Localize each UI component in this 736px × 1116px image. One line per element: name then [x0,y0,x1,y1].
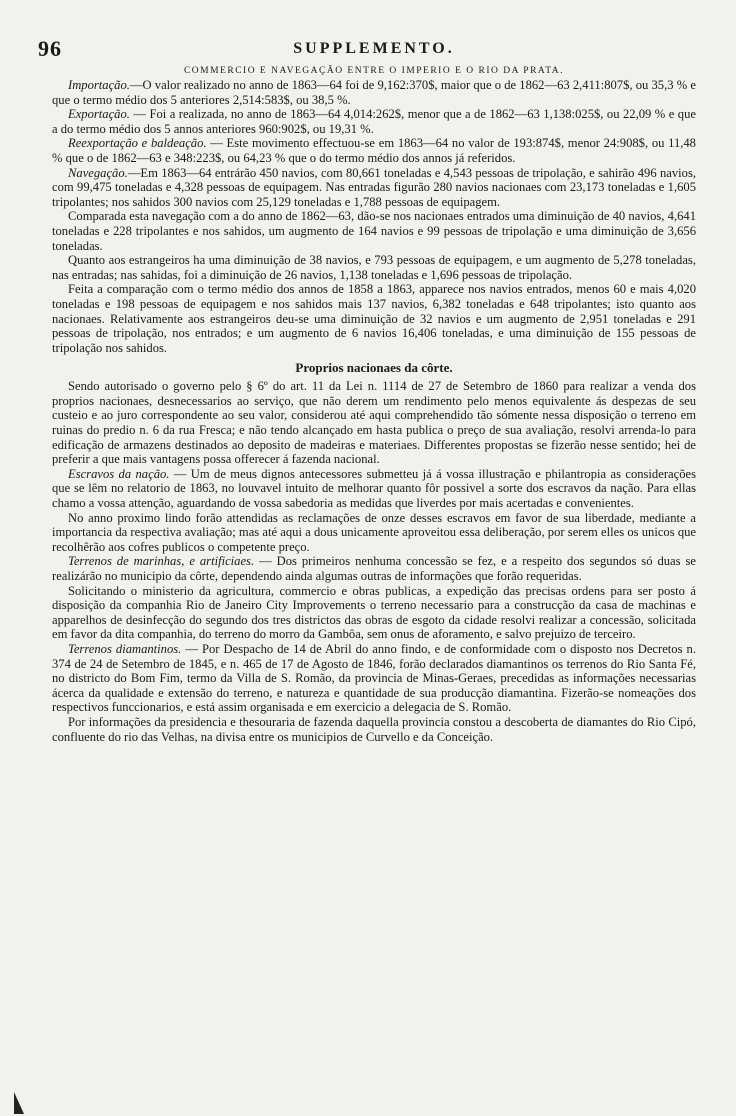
paragraph [52,78,696,107]
paragraph [52,511,696,555]
paragraph [52,379,696,467]
paragraph-text: Feita a comparação com o termo médio dos annos de 1858 a 1863, apparece nos navios entrados, menos 60 e mais 4,020 toneladas e 198 pessoas de equipagem e nos sahidos mais 137 navios, 6,382 toneladas e 648 tripolantes; isto quanto aos nacionaes. Relativamente aos estrangeiros deu-se uma diminuição de 32 navios e um augmento de 2,951 toneladas e 291 pessoas de tripolação, nos entrados; e um augmento de 6 navios 16,406 toneladas, e uma diminuição de 155 pessoas de tripolação nos sahidos. [52,282,696,355]
paragraph-text: Comparada esta navegação com a do anno de 1862—63, dão-se nos nacionaes entrados uma diminuição de 40 navios, 4,641 toneladas e 228 tripolantes e nos sahidos, um augmento de 164 navios e 99 pessoas de tripolação e uma diminuição de 3,656 toneladas. [52,209,696,253]
paragraph-text: —O valor realizado no anno de 1863—64 foi de 9,162:370$, maior que o de 1862—63 2,411:807$, ou 35,3 % e que o termo médio dos 5 anteriores 2,514:583$, ou 38,5 %. [52,78,696,107]
section-heading-proprios: Proprios nacionaes da côrte. [295,360,453,376]
paragraph [52,584,696,642]
running-head [38,36,696,62]
paragraph-lead: Terrenos diamantinos. [68,641,182,656]
paragraph-text: — Um de meus dignos antecessores submetteu já á vossa illustração e philantropia as considerações que se lêm no relatorio de 1863, no louvavel intuito de melhorar quanto fôr possivel a sorte dos escravos da nação. Para ellas chamo a vossa attenção, aguardando de vossa sabedoria as medidas que liverdes por mais acertadas e convenientes. [52,466,696,511]
section-heading-commerce: COMMERCIO E NAVEGAÇÃO ENTRE O IMPERIO E O RIO DA PRATA. [183,66,565,76]
paragraph-text: — Foi a realizada, no anno de 1863—64 4,014:262$, menor que a de 1862—63 1,138:025$, ou 22,09 % e que a do termo médio dos 5 annos anteriores 960:902$, ou 19,31 %. [52,107,696,136]
paragraph-text: — Dos primeiros nenhuma concessão se fez, e a respeito dos segundos só duas se realizárão no municipio da côrte, dependendo ainda algumas outras de informações que forão requeridas. [52,554,696,583]
paragraph [52,166,696,210]
paragraph [52,554,696,583]
page-number: 96 [38,36,62,61]
paragraph [52,107,696,136]
paragraph-text: No anno proximo lindo forão attendidas as reclamações de onze desses escravos em favor de sua liberdade, mediante a importancia da respectiva avaliação; mas até aqui a dous unicamente aproveitou essa deliberação, por serem elles os unicos que recolhêrão aos cofres publicos o competente preço. [52,510,696,554]
paragraph-text: Quanto aos estrangeiros ha uma diminuição de 38 navios, e 793 pessoas de equipagem, e um augmento de 5,278 toneladas, nas entradas; nas sahidas, foi a diminuição de 26 navios, 1,138 toneladas e 1,696 pessoas de tripolação. [52,253,696,282]
paragraph-lead: Escravos da nação. [68,466,170,481]
paragraph-text: —Em 1863—64 entrárão 450 navios, com 80,661 toneladas e 4,543 pessoas de tripolação, e sahirão 496 navios, com 99,475 toneladas e 4,328 pessoas de equipagem. Nas entradas figurão 280 navios nacionaes com 23,173 toneladas e 1,605 tripolantes; nos sahidos 300 navios com 25,129 toneladas e 1,788 pessoas de equipagem. [52,165,696,209]
corner-mark [14,1092,24,1114]
paragraph-lead: Importação. [68,78,130,92]
section-proprios-body [52,379,696,744]
paragraph [52,136,696,165]
paragraph-text: — Por Despacho de 14 de Abril do anno findo, e de conformidade com o disposto nos Decretos n. 374 de 24 de Setembro de 1845, e n. 465 de 17 de Agosto de 1846, forão declarados diamantinos os terrenos do Rio Santa Fé, no districto do Bom Fim, termo da Villa de S. Romão, da provincia de Minas-Geraes, precedidas as informações necessarias ácerca da qualidade e extensão do terreno, e natureza e quantidade de sua producção diamantina. Fizerão-se nomeações dos respectivos funccionarios, e está assim organisada e em exercicio a delegacia de S. Romão. [52,641,696,715]
page-title: SUPPLEMENTO. [293,40,455,57]
paragraph [52,467,696,511]
paragraph [52,282,696,355]
paragraph [52,209,696,253]
paragraph-text: Solicitando o ministerio da agricultura, commercio e obras publicas, a expedição das precisas ordens para ser posto á disposição da companhia Rio de Janeiro City Improvements o terreno necessario para a construcção da casa de machinas e apparelhos de desinfecção do segundo dos tres districtos das obras de esgoto da cidade resolvi realizar a concessão, solicitada em favor da dita companhia, do terreno do morro da Gambôa, sem onus de aforamento, e salvo prejuizo de terceiro. [52,583,696,642]
paragraph-text: Por informações da presidencia e thesouraria de fazenda daquella provincia constou a descoberta de diamantes do Rio Cipó, confluente do rio das Velhas, na divisa entre os municipios de Curvello e da Conceição. [52,714,696,744]
paragraph-lead: Navegação. [68,165,128,180]
paragraph-lead: Reexportação e baldeação. [68,136,207,151]
paragraph-lead: Terrenos de marinhas, e artificiaes. [68,554,255,569]
paragraph-lead: Exportação. [68,107,130,122]
paragraph [52,253,696,282]
paragraph-text: — Este movimento effectuou-se em 1863—64 no valor de 193:874$, menor 24:908$, ou 11,48 % que o de 1862—63 e 348:223$, ou 64,23 % que o do termo médio dos annos já referidos. [52,136,696,165]
paragraph-text: Sendo autorisado o governo pelo § 6º do art. 11 da Lei n. 1114 de 27 de Setembro de 1860 para realizar a venda dos proprios nacionaes, desnecessarios ao serviço, que não derem um rendimento pelo menos equivalente ás despezas de seu custeio e ao juro correspondente ao seu valor, considerou até aqui comprehendido tão sómente nessa disposição o terreno em ruinas do predio n. 6 da rua Fresca; e não tendo alcançado em hasta publica o preço de sua avaliação, resolvi arrenda-lo para edificação de armazens destinados ao deposito de madeiras e materiaes. Differentes propostas se fizerão nesse sentido; hei de preferir a que mais vantagens possa offerecer á fazenda nacional. [52,379,696,467]
paragraph [52,715,696,744]
section-commerce-body [52,78,696,355]
paragraph [52,642,696,715]
